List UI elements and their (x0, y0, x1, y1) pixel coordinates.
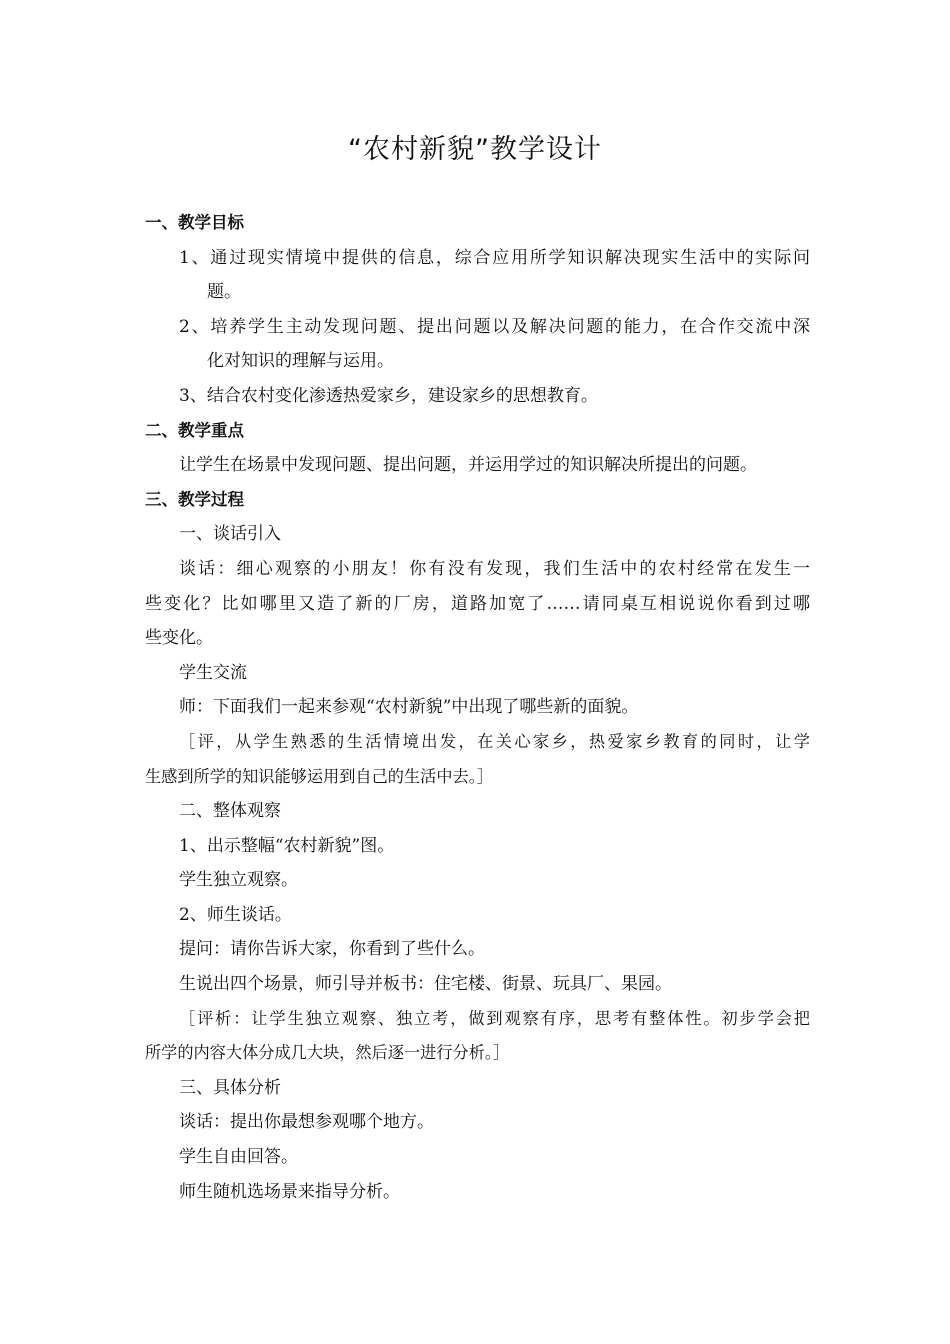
process-step-2-observe: 学生独立观察。 (179, 870, 298, 891)
process-step-1-talk-line-3: 些变化。 (145, 628, 213, 649)
goal-item-1-line-1: 1、通过现实情境中提供的信息，综合应用所学知识解决现实生活中的实际问 (179, 247, 810, 268)
section-heading-process: 三、教学过程 (145, 489, 244, 509)
process-step-2-item-2: 2、师生谈话。 (179, 904, 292, 925)
document-body (145, 206, 810, 1209)
document-title: “农村新貌”教学设计 (348, 134, 602, 165)
process-step-1-teacher: 师：下面我们一起来参观“农村新貌”中出现了哪些新的面貌。 (179, 697, 639, 718)
section-heading-focus: 二、教学重点 (145, 420, 244, 440)
process-step-3-heading: 三、具体分析 (179, 1077, 281, 1098)
process-step-3-guide: 师生随机选场景来指导分析。 (179, 1181, 400, 1202)
focus-text: 让学生在场景中发现问题、提出问题，并运用学过的知识解决所提出的问题。 (179, 455, 757, 476)
goal-item-1-line-2: 题。 (207, 282, 241, 303)
process-step-2-comment-line-1: ［评析：让学生独立观察、独立考，做到观察有序，思考有整体性。初步学会把 (179, 1008, 810, 1028)
goal-item-2-line-2: 化对知识的理解与运用。 (207, 351, 394, 372)
section-heading-goals: 一、教学目标 (145, 213, 244, 232)
process-step-2-comment-line-2: 所学的内容大体分成几大块，然后逐一进行分析。］ (145, 1043, 510, 1063)
process-step-3-talk: 谈话：提出你最想参观哪个地方。 (179, 1112, 434, 1133)
process-step-2-question: 提问：请你告诉大家，你看到了些什么。 (179, 939, 485, 960)
process-step-1-students: 学生交流 (179, 662, 247, 683)
process-step-1-comment-line-1: ［评，从学生熟悉的生活情境出发，在关心家乡，热爱家乡教育的同时，让学 (179, 731, 810, 751)
process-step-1-talk-line-2: 些变化？比如哪里又造了新的厂房，道路加宽了……请同桌互相说说你看到过哪 (145, 593, 810, 614)
process-step-1-heading: 一、谈话引入 (179, 524, 281, 545)
goal-item-3: 3、结合农村变化渗透热爱家乡，建设家乡的思想教育。 (179, 385, 598, 406)
process-step-2-answer: 生说出四个场景，师引导并板书：住宅楼、街景、玩具厂、果园。 (179, 974, 672, 995)
goal-item-2-line-1: 2、培养学生主动发现问题、提出问题以及解决问题的能力，在合作交流中深 (179, 316, 810, 337)
process-step-3-answer: 学生自由回答。 (179, 1147, 298, 1168)
process-step-1-comment-line-2: 生感到所学的知识能够运用到自己的生活中去。］ (145, 766, 494, 786)
process-step-2-item-1: 1、出示整幅“农村新貌”图。 (179, 835, 395, 856)
process-step-2-heading: 二、整体观察 (179, 801, 281, 822)
process-step-1-talk-line-1: 谈话：细心观察的小朋友！你有没有发现，我们生活中的农村经常在发生一 (179, 558, 810, 579)
